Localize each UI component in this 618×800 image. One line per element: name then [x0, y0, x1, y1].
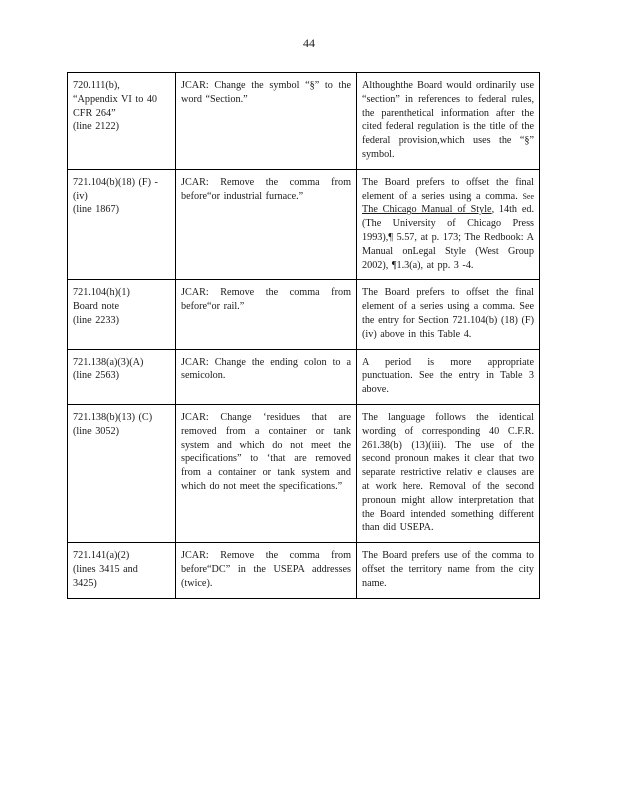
comments-table — [67, 72, 540, 599]
page-number: 44 — [303, 36, 315, 50]
table-row — [68, 73, 540, 170]
section-cell — [68, 169, 176, 280]
section-line: (iv) — [73, 190, 88, 202]
explanation-cell — [357, 169, 540, 280]
explanation-cell: A period is more appropriate punctuation. See the entry in Table 3 above. — [357, 349, 540, 404]
section-cell — [68, 349, 176, 404]
section-cell — [68, 73, 176, 170]
change-cell: JCAR: Change the symbol “§” to the word “Section.” — [176, 73, 357, 170]
section-line: 720.111(b), — [73, 80, 120, 91]
section-line: 3425) — [73, 577, 97, 589]
table-row — [68, 349, 540, 404]
section-line: Board note — [73, 301, 119, 313]
change-cell: JCAR: Remove the comma from before“DC” in the USEPA addresses (twice). — [176, 543, 357, 598]
explanation-cell: The Board prefers to offset the final element of a series using a comma. See the entry for Section 721.104(b) (18) (F)(iv) above in this Table 4. — [357, 280, 540, 349]
change-cell: JCAR: Change ‘residues that are removed from a container or tank system and which do not meet the specifications” to ‘that are removed from a container or tank system and which do not meet the specifications.” — [176, 404, 357, 542]
table-row — [68, 543, 540, 598]
table-row — [68, 404, 540, 542]
change-cell: JCAR: Change the ending colon to a semicolon. — [176, 349, 357, 404]
change-cell: JCAR: Remove the comma from before“or rail.” — [176, 280, 357, 349]
section-line: CFR 264” — [73, 107, 116, 119]
section-line: 721.104(b)(18) (F) - — [73, 176, 158, 188]
section-line: (line 2122) — [73, 121, 119, 133]
explanation-cell: Althoughthe Board would ordinarily use “section” in references to federal rules, the parenthetical information after the cited federal regulation is the title of the federal provision,which uses the “§” symbol. — [357, 73, 540, 170]
explanation-cell: The language follows the identical wording of corresponding 40 C.F.R. 261.38(b) (13)(iii). The use of the second pronoun makes it clear that two separate restrictive relativ e clauses are at work here. Removal of the second pronoun might allow interpretation that the Board intended something different than did USEPA. — [357, 404, 540, 542]
explanation-cell: The Board prefers use of the comma to offset the territory name from the city name. — [357, 543, 540, 598]
change-cell: JCAR: Remove the comma from before“or industrial furnace.” — [176, 169, 357, 280]
section-line: (line 3052) — [73, 425, 119, 437]
table-row — [68, 280, 540, 349]
section-line: (lines 3415 and — [73, 563, 138, 575]
section-line: (line 1867) — [73, 204, 119, 216]
section-line: (line 2233) — [73, 314, 119, 326]
section-cell — [68, 543, 176, 598]
section-line: 721.138(a)(3)(A) — [73, 356, 144, 368]
section-cell — [68, 280, 176, 349]
section-line: 721.104(h)(1) — [73, 287, 130, 299]
section-line: “Appendix VI to 40 — [73, 93, 158, 105]
section-line: 721.141(a)(2) — [73, 550, 130, 562]
section-cell — [68, 404, 176, 542]
section-line: 721.138(b)(13) (C) — [73, 411, 153, 423]
book-title: The Chicago Manual of Style — [362, 204, 492, 216]
table-row — [68, 169, 540, 280]
section-line: (line 2563) — [73, 370, 119, 382]
explanation-lead: The Board prefers to offset the final element of a series using a comma. — [362, 176, 534, 202]
see-signal: See — [522, 191, 535, 201]
citation-rest: , 14th ed. (The University of Chicago Press 1993),¶ 5.57, at p. 173; The Redbook: A Manual onLegal Style (West Group 2002), ¶1.3(a), at pp. 3 -4. — [362, 204, 534, 271]
